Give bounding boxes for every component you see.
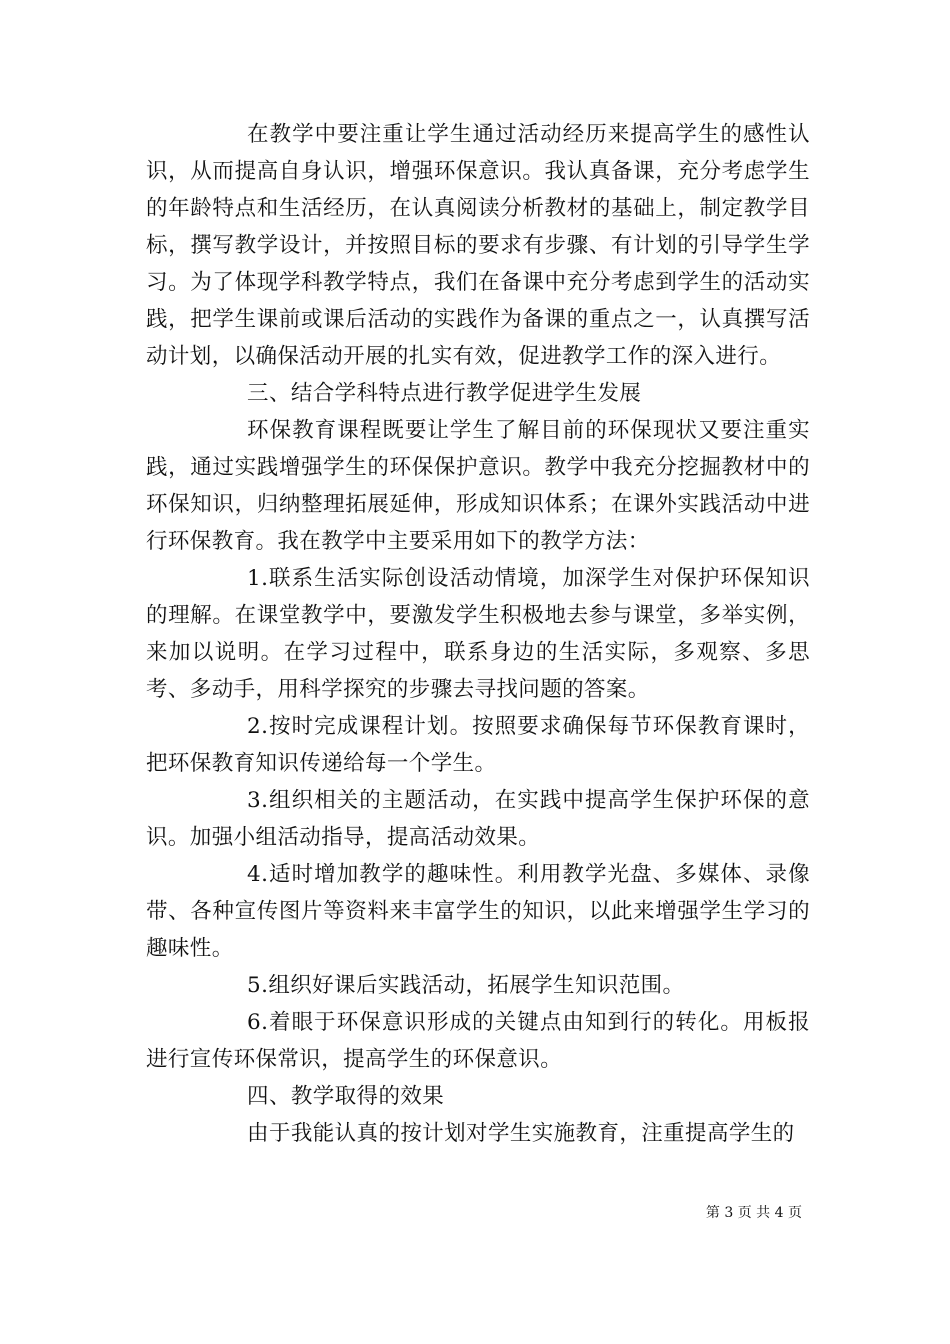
list-item-method-6: 6.着眼于环保意识形成的关键点由知到行的转化。用板报进行宣传环保常识，提高学生的环保意识。 bbox=[146, 1010, 810, 1072]
list-item-method-1: 1.联系生活实际创设活动情境，加深学生对保护环保知识的理解。在课堂教学中，要激发学生积极地去参与课堂，多举实例，来加以说明。在学习过程中，联系身边的生活实际，多观察、多思考、多动手，用科学探究的步骤去寻找问题的答案。 bbox=[146, 566, 810, 702]
section-heading-three: 三、结合学科特点进行教学促进学生发展 bbox=[247, 381, 642, 406]
list-item-method-3: 3.组织相关的主题活动，在实践中提高学生保护环保的意识。加强小组活动指导，提高活动效果。 bbox=[146, 788, 810, 850]
list-item-method-5: 5.组织好课后实践活动，拓展学生知识范围。 bbox=[247, 973, 685, 998]
paragraph-course-overview: 环保教育课程既要让学生了解目前的环保现状又要注重实践，通过实践增强学生的环保保护意识。教学中我充分挖掘教材中的环保知识，归纳整理拓展延伸，形成知识体系；在课外实践活动中进行环保教育。我在教学中主要采用如下的教学方法： bbox=[146, 418, 810, 554]
list-item-method-2: 2.按时完成课程计划。按照要求确保每节环保教育课时，把环保教育知识传递给每一个学生。 bbox=[146, 714, 810, 776]
list-item-method-4: 4.适时增加教学的趣味性。利用教学光盘、多媒体、录像带、各种宣传图片等资料来丰富学生的知识，以此来增强学生学习的趣味性。 bbox=[146, 862, 810, 961]
page-number-footer: 第 3 页 共 4 页 bbox=[705, 1205, 802, 1221]
document-body bbox=[146, 116, 810, 1152]
paragraph-results-start: 由于我能认真的按计划对学生实施教育，注重提高学生的 bbox=[247, 1121, 795, 1146]
section-heading-four: 四、教学取得的效果 bbox=[247, 1084, 445, 1109]
paragraph-teaching-approach: 在教学中要注重让学生通过活动经历来提高学生的感性认识，从而提高自身认识，增强环保意识。我认真备课，充分考虑学生的年龄特点和生活经历，在认真阅读分析教材的基础上，制定教学目标，撰写教学设计，并按照目标的要求有步骤、有计划的引导学生学习。为了体现学科教学特点，我们在备课中充分考虑到学生的活动实践，把学生课前或课后活动的实践作为备课的重点之一，认真撰写活动计划，以确保活动开展的扎实有效，促进教学工作的深入进行。 bbox=[146, 122, 810, 369]
